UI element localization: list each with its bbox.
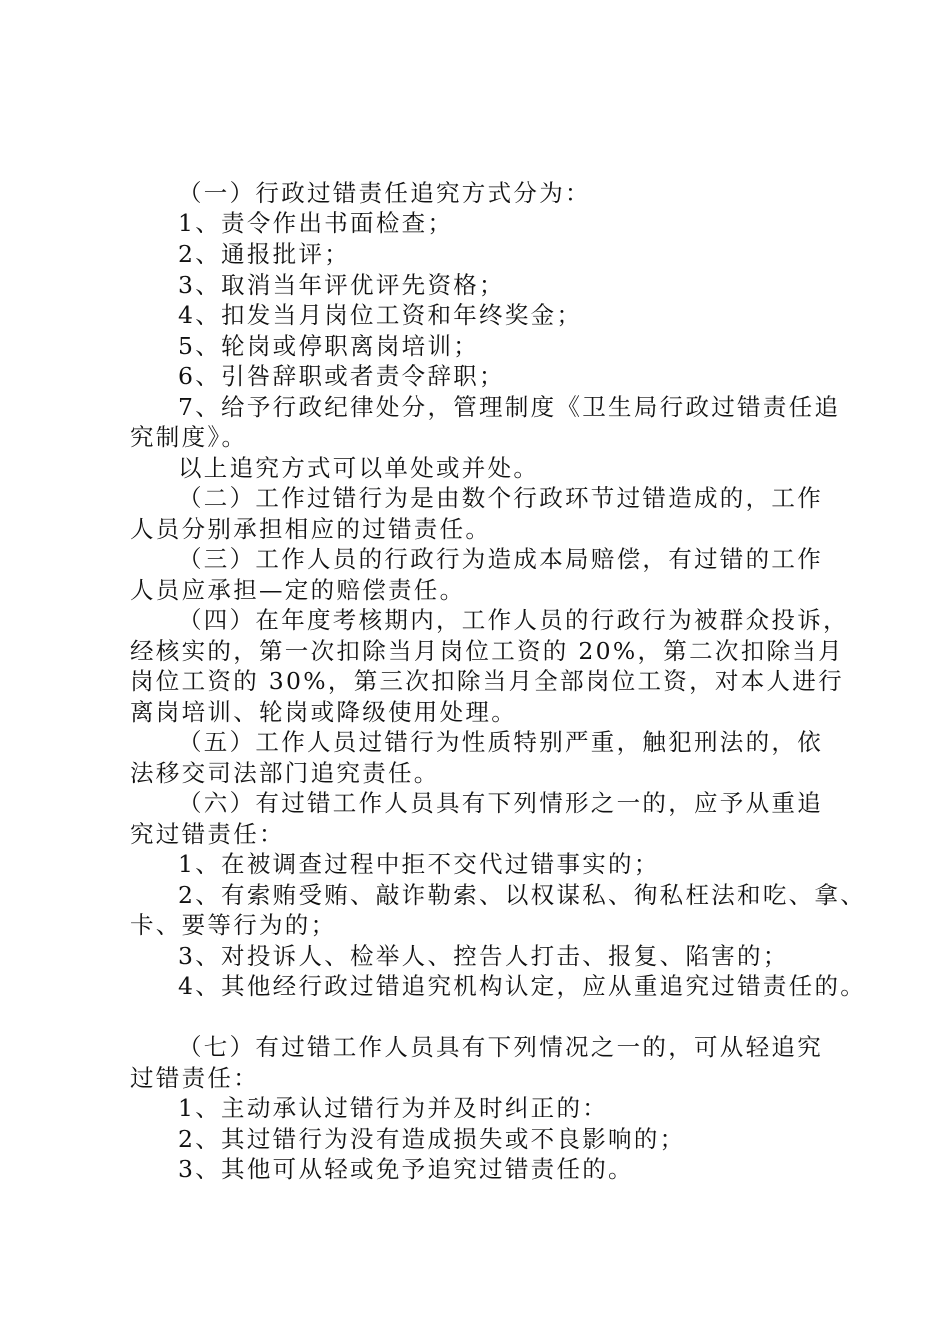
list-item: 4、其他经行政过错追究机构认定，应从重追究过错责任的。 <box>178 972 867 1000</box>
list-item: 3、其他可从轻或免予追究过错责任的。 <box>178 1155 634 1183</box>
body-text-line: 人员应承担—定的赔偿责任。 <box>130 576 466 604</box>
list-item: 1、主动承认过错行为并及时纠正的： <box>178 1094 609 1122</box>
body-text-line: 人员分别承担相应的过错责任。 <box>130 515 492 543</box>
list-item-continuation: 究制度》。 <box>130 423 248 451</box>
paragraph-1-heading: （一）行政过错责任追究方式分为： <box>178 179 591 207</box>
list-item: 2、其过错行为没有造成损失或不良影响的； <box>178 1125 686 1153</box>
list-item: 1、在被调查过程中拒不交代过错事实的； <box>178 850 660 878</box>
list-item: 2、有索贿受贿、敲诈勒索、以权谋私、徇私枉法和吃、拿、 <box>178 881 867 909</box>
body-text-line: 岗位工资的 30%，第三次扣除当月全部岗位工资，对本人进行 <box>130 667 844 695</box>
body-text-line: 过错责任： <box>130 1064 259 1092</box>
body-text-line: 法移交司法部门追究责任。 <box>130 759 440 787</box>
body-text-line: 究过错责任： <box>130 820 285 848</box>
paragraph-5-heading: （五）工作人员过错行为性质特别严重，触犯刑法的，依 <box>178 728 823 756</box>
list-item: 3、取消当年评优评先资格； <box>178 271 505 299</box>
list-item: 7、给予行政纪律处分，管理制度《卫生局行政过错责任追 <box>178 393 841 421</box>
paragraph-7-heading: （七）有过错工作人员具有下列情况之一的，可从轻追究 <box>178 1033 823 1061</box>
body-text-line: 以上追究方式可以单处或并处。 <box>178 454 540 482</box>
list-item: 1、责令作出书面检查； <box>178 209 454 237</box>
list-item: 6、引咎辞职或者责令辞职； <box>178 362 505 390</box>
body-text-line: 离岗培训、轮岗或降级使用处理。 <box>130 698 517 726</box>
list-item: 3、对投诉人、检举人、控告人打击、报复、陷害的； <box>178 942 789 970</box>
list-item-continuation: 卡、要等行为的； <box>130 911 337 939</box>
paragraph-6-heading: （六）有过错工作人员具有下列情形之一的，应予从重追 <box>178 789 823 817</box>
paragraph-3-heading: （三）工作人员的行政行为造成本局赔偿，有过错的工作 <box>178 545 823 573</box>
list-item: 5、轮岗或停职离岗培训； <box>178 332 480 360</box>
body-text-line: 经核实的，第一次扣除当月岗位工资的 20%，第二次扣除当月 <box>130 637 844 665</box>
list-item: 4、扣发当月岗位工资和年终奖金； <box>178 301 583 329</box>
paragraph-2-heading: （二）工作过错行为是由数个行政环节过错造成的，工作 <box>178 484 823 512</box>
list-item: 2、通报批评； <box>178 240 351 268</box>
paragraph-4-heading: （四）在年度考核期内，工作人员的行政行为被群众投诉， <box>178 606 849 634</box>
